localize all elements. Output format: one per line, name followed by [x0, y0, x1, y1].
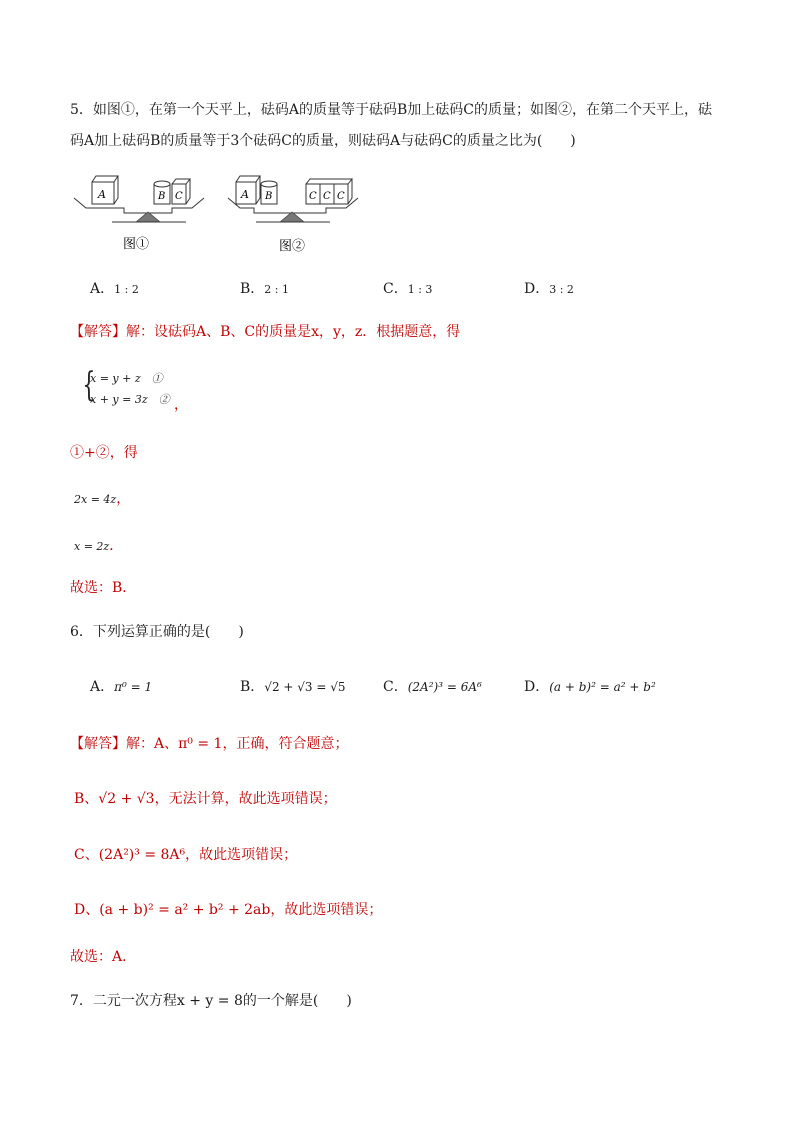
system-brace-icon: { [82, 365, 96, 405]
q6-option-a[interactable] [90, 676, 152, 696]
q6-stem: 6．下列运算正确的是( ) [70, 624, 244, 640]
q5-option-b-label: B． [240, 281, 265, 297]
fig2-caption: 图② [279, 239, 306, 254]
q5-option-d[interactable] [524, 278, 574, 298]
fig2-right-C1: C [309, 191, 317, 202]
q6-option-b[interactable] [240, 676, 346, 696]
q5-step1-math: 2x = 4z [74, 493, 117, 506]
q7-stem: 7．二元一次方程x + y = 8的一个解是( ) [70, 993, 352, 1009]
q6-solution-a-text: 解：A、π⁰ = 1，正确，符合题意； [126, 736, 349, 752]
q6-solution-line-a [70, 734, 348, 754]
q5-option-c[interactable] [383, 278, 432, 298]
q6-option-c-value: (2A²)³ = 6A⁶ [407, 680, 482, 694]
q5-option-a-label: A． [90, 281, 115, 297]
q6-solution-line-c: C、(2A²)³ = 8A⁶，故此选项错误； [74, 847, 298, 863]
fig2-right-C3: C [337, 191, 345, 202]
fig2-left-B: B [265, 191, 273, 202]
q6-option-a-label: A． [90, 679, 115, 695]
q6-solution-tag: 【解答】 [70, 736, 126, 752]
fig2-left-A: A [241, 188, 249, 201]
fig1-right-C: C [175, 191, 183, 202]
balance-figures [68, 170, 368, 260]
fig1-right-B: B [158, 191, 166, 202]
q5-step-add: ①+②，得 [70, 445, 138, 461]
q5-option-d-value: 3 : 2 [549, 283, 574, 296]
fig1-caption: 图① [123, 237, 150, 252]
q6-option-d[interactable] [524, 676, 656, 696]
q5-option-c-value: 1 : 3 [407, 283, 433, 296]
balance-figure-1 [74, 176, 204, 222]
q5-answer: 故选：B． [70, 580, 137, 596]
q6-solution-line-b: B、√2 + √3，无法计算，故此选项错误； [74, 791, 337, 807]
q5-option-a-value: 1 : 2 [114, 283, 139, 296]
q5-option-d-label: D． [524, 281, 550, 297]
fig2-right-C2: C [323, 191, 331, 202]
q5-solution-tag: 【解答】 [70, 324, 126, 340]
q6-option-d-value: (a + b)² = a² + b² [549, 680, 656, 694]
q6-solution-line-d: D、(a + b)² = a² + b² + 2ab，故此选项错误； [74, 902, 383, 918]
q5-solution-text: 解：设砝码A、B、C的质量是x，y，z．根据题意，得 [126, 324, 461, 340]
q6-option-c-label: C． [383, 679, 408, 695]
system-eq2: x + y = 3z ② [90, 393, 170, 406]
q5-step2-math: x = 2z [74, 540, 110, 553]
q6-option-c[interactable] [383, 676, 482, 696]
q5-step2-end: ． [109, 538, 124, 554]
fig1-left-A: A [98, 188, 106, 201]
q5-option-c-label: C． [383, 281, 408, 297]
q5-stem-line2: 码A加上砝码B的质量等于3个砝码C的质量，则砝码A与砝码C的质量之比为( ) [70, 133, 576, 149]
balance-figure-2 [228, 176, 358, 222]
q5-step1-end: ， [116, 491, 131, 507]
q6-option-b-label: B． [240, 679, 265, 695]
q5-solution-intro [70, 322, 460, 342]
q5-option-b-value: 2 : 1 [264, 283, 289, 296]
q5-step1 [74, 488, 130, 508]
q5-option-b[interactable] [240, 278, 289, 298]
q6-answer: 故选：A． [70, 949, 137, 965]
system-end: ， [174, 397, 188, 413]
q6-option-b-value: √2 + √3 = √5 [264, 680, 346, 694]
q5-stem-line1: 5．如图①，在第一个天平上，砝码A的质量等于砝码B加上砝码C的质量；如图②，在第二个天平上，砝 [70, 102, 713, 118]
q5-step2 [74, 535, 123, 555]
q6-option-a-value: π⁰ = 1 [114, 680, 153, 694]
q6-option-d-label: D． [524, 679, 550, 695]
system-eq1: x = y + z ① [90, 372, 163, 385]
q5-option-a[interactable] [90, 278, 139, 298]
